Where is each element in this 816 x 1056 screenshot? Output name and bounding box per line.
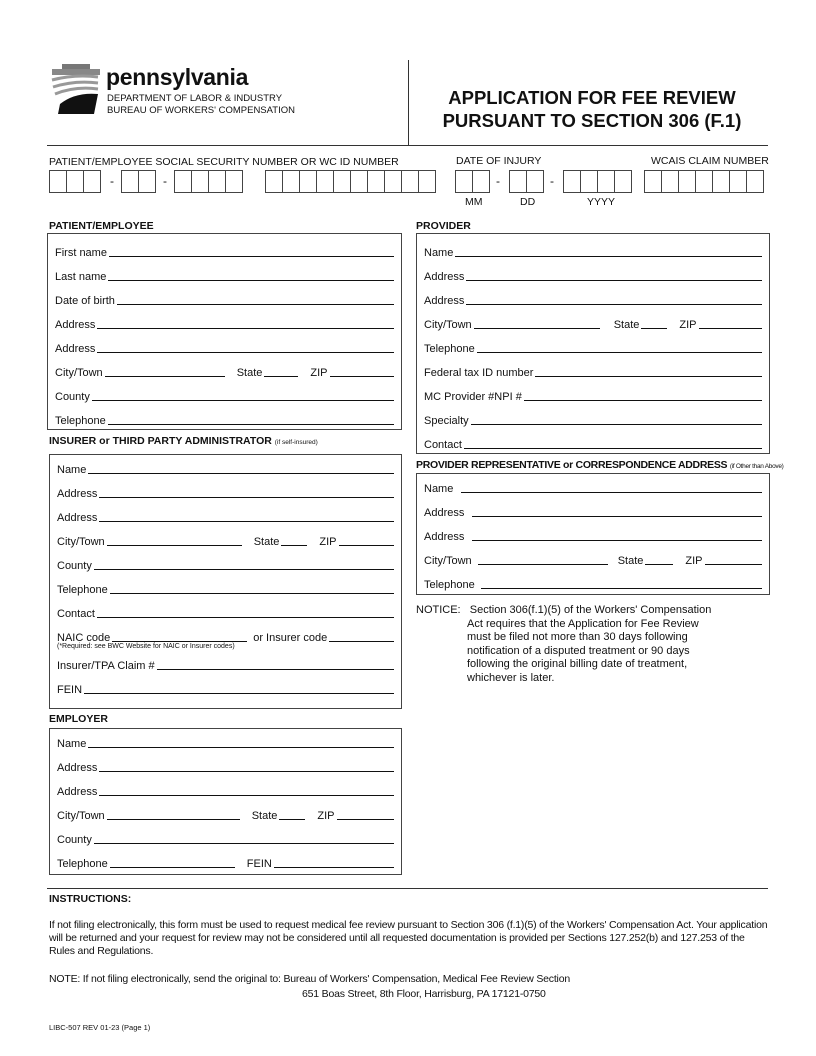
digit-box[interactable] xyxy=(138,170,156,193)
digit-box[interactable] xyxy=(66,170,84,193)
patient-heading: PATIENT/EMPLOYEE xyxy=(49,220,154,232)
last-name-label: Last name xyxy=(55,271,107,283)
digit-box[interactable] xyxy=(729,170,747,193)
digit-box[interactable] xyxy=(644,170,662,193)
digit-box[interactable] xyxy=(350,170,368,193)
pa-keystone-logo-icon xyxy=(50,64,102,119)
rep-telephone-field[interactable] xyxy=(481,579,762,589)
wcais-claim-input[interactable] xyxy=(645,170,764,193)
provider-telephone-field[interactable] xyxy=(477,343,762,353)
state-label: State xyxy=(613,319,640,331)
employer-telephone-field[interactable] xyxy=(110,858,235,868)
digit-box[interactable] xyxy=(661,170,679,193)
first-name-label: First name xyxy=(55,247,107,259)
city-field[interactable] xyxy=(105,367,225,377)
fein-label: FEIN xyxy=(57,684,83,696)
wcais-label: WCAIS CLAIM NUMBER xyxy=(651,155,769,167)
claim-label: Insurer/TPA Claim # xyxy=(57,660,155,672)
notice-line: following the original billing date of treatment, xyxy=(467,658,688,670)
form-number: LIBC-507 REV 01-23 (Page 1) xyxy=(49,1023,151,1032)
provider-address-field[interactable] xyxy=(466,271,762,281)
provider-tax-id-field[interactable] xyxy=(535,367,762,377)
address-label: Address xyxy=(424,531,465,543)
insurer-address-field[interactable] xyxy=(99,488,394,498)
naic-note: (*Required: see BWC Website for NAIC or Insurer codes) xyxy=(57,643,235,650)
insurer-state-field[interactable] xyxy=(281,536,307,546)
specialty-label: Specialty xyxy=(424,415,469,427)
ssn-label: PATIENT/EMPLOYEE SOCIAL SECURITY NUMBER OR WC ID NUMBER xyxy=(49,156,399,168)
injury-year-input[interactable] xyxy=(564,170,632,193)
city-label: City/Town xyxy=(424,319,472,331)
digit-box[interactable] xyxy=(509,170,527,193)
insurer-zip-field[interactable] xyxy=(339,536,395,546)
wc-id-input[interactable] xyxy=(266,170,436,193)
digit-box[interactable] xyxy=(174,170,192,193)
provider-state-field[interactable] xyxy=(641,319,667,329)
title-line-1: APPLICATION FOR FEE REVIEW xyxy=(448,87,736,108)
state-label: State xyxy=(251,810,278,822)
logo-department: DEPARTMENT OF LABOR & INDUSTRY xyxy=(107,93,283,104)
city-label: City/Town xyxy=(424,555,472,567)
employer-fein-field[interactable] xyxy=(274,858,394,868)
injury-day-input[interactable] xyxy=(510,170,544,193)
insurer-heading xyxy=(49,435,318,447)
digit-box[interactable] xyxy=(282,170,300,193)
county-field[interactable] xyxy=(92,391,394,401)
digit-box[interactable] xyxy=(333,170,351,193)
rep-heading-note: (if Other than Above) xyxy=(729,463,784,470)
employer-address-field[interactable] xyxy=(99,762,394,772)
date-of-injury-label: DATE OF INJURY xyxy=(456,155,542,167)
state-label: State xyxy=(236,367,263,379)
state-field[interactable] xyxy=(264,367,298,377)
insurer-address-2-field[interactable] xyxy=(99,512,394,522)
telephone-label: Telephone xyxy=(57,584,108,596)
insurer-code-field[interactable] xyxy=(329,632,394,642)
zip-label: ZIP xyxy=(685,555,703,567)
address-label: Address xyxy=(424,271,465,283)
provider-npi-field[interactable] xyxy=(524,391,762,401)
digit-box[interactable] xyxy=(299,170,317,193)
instructions-heading: INSTRUCTIONS: xyxy=(49,893,132,905)
naic-label: NAIC code xyxy=(57,632,111,644)
insurer-section xyxy=(49,454,402,709)
address-label: Address xyxy=(57,512,98,524)
digit-box[interactable] xyxy=(563,170,581,193)
provider-address-2-field[interactable] xyxy=(466,295,762,305)
rep-city-field[interactable] xyxy=(478,555,608,565)
first-name-field[interactable] xyxy=(109,247,394,257)
digit-box[interactable] xyxy=(455,170,473,193)
zip-label: ZIP xyxy=(679,319,697,331)
insurer-heading-note: (if self-insured) xyxy=(274,439,318,446)
employer-section xyxy=(49,728,402,875)
fein-label: FEIN xyxy=(246,858,272,870)
city-label: City/Town xyxy=(57,536,105,548)
instructions-text: If not filing electronically, this form must be used to request medical fee review pursuant to Section 306 (f.1)(5) of the Workers' Compensation Act. Your application will be returned and your request for review may not be considered until all requested documentation is provided per Sections 127.252(b) and 127.253 of the Rules and Regulations. xyxy=(49,919,768,957)
name-label: Name xyxy=(424,247,454,259)
rep-heading-text: PROVIDER REPRESENTATIVE or CORRESPONDENCE ADDRESS xyxy=(416,459,728,471)
digit-box[interactable] xyxy=(712,170,730,193)
city-label: City/Town xyxy=(55,367,103,379)
digit-box[interactable] xyxy=(472,170,490,193)
dash: - xyxy=(110,174,114,188)
digit-box[interactable] xyxy=(526,170,544,193)
provider-city-field[interactable] xyxy=(474,319,600,329)
rep-heading xyxy=(416,459,784,471)
digit-box[interactable] xyxy=(316,170,334,193)
digit-box[interactable] xyxy=(384,170,402,193)
address-label: Address xyxy=(57,488,98,500)
provider-name-field[interactable] xyxy=(455,247,762,257)
digit-box[interactable] xyxy=(191,170,209,193)
dash: - xyxy=(550,174,554,188)
address-2-field[interactable] xyxy=(97,343,394,353)
employer-name-field[interactable] xyxy=(88,738,394,748)
telephone-label: Telephone xyxy=(55,415,106,427)
digit-box[interactable] xyxy=(746,170,764,193)
employer-heading: EMPLOYER xyxy=(49,713,108,725)
digit-box[interactable] xyxy=(695,170,713,193)
dash: - xyxy=(496,174,500,188)
ssn-part1-input[interactable] xyxy=(50,170,101,193)
address-label: Address xyxy=(57,786,98,798)
logo-bureau: BUREAU OF WORKERS' COMPENSATION xyxy=(107,105,295,116)
provider-section xyxy=(416,233,770,454)
digit-box[interactable] xyxy=(367,170,385,193)
last-name-field[interactable] xyxy=(108,271,394,281)
digit-box[interactable] xyxy=(225,170,243,193)
digit-box[interactable] xyxy=(418,170,436,193)
zip-label: ZIP xyxy=(310,367,328,379)
employer-county-field[interactable] xyxy=(94,834,394,844)
digit-box[interactable] xyxy=(597,170,615,193)
digit-box[interactable] xyxy=(121,170,139,193)
notice-line: whichever is later. xyxy=(467,671,555,684)
county-label: County xyxy=(57,834,92,846)
telephone-label: Telephone xyxy=(424,343,475,355)
notice xyxy=(416,604,711,685)
employer-address-2-field[interactable] xyxy=(99,786,394,796)
provider-heading: PROVIDER xyxy=(416,220,471,232)
address-label: Address xyxy=(57,762,98,774)
name-label: Name xyxy=(57,738,87,750)
rep-address-field[interactable] xyxy=(472,507,762,517)
naic-field[interactable] xyxy=(112,632,247,642)
form-title xyxy=(412,86,772,132)
insurer-heading-text: INSURER or THIRD PARTY ADMINISTRATOR xyxy=(49,435,272,447)
address-label: Address xyxy=(424,507,465,519)
header-rule xyxy=(47,145,768,146)
rep-zip-field[interactable] xyxy=(705,555,763,565)
logo-state-name: pennsylvania xyxy=(106,64,249,90)
employer-city-field[interactable] xyxy=(107,810,240,820)
name-label: Name xyxy=(424,483,454,495)
contact-label: Contact xyxy=(57,608,95,620)
insurer-telephone-field[interactable] xyxy=(110,584,394,594)
notice-line: Act requires that the Application for Fee Review xyxy=(467,617,699,630)
rep-address-2-field[interactable] xyxy=(472,531,762,541)
insurer-fein-field[interactable] xyxy=(84,684,394,694)
zip-field[interactable] xyxy=(330,367,395,377)
digit-box[interactable] xyxy=(83,170,101,193)
telephone-label: Telephone xyxy=(57,858,108,870)
dob-field[interactable] xyxy=(117,295,394,305)
address-label: Address xyxy=(55,319,96,331)
digit-box[interactable] xyxy=(265,170,283,193)
digit-box[interactable] xyxy=(401,170,419,193)
dob-label: Date of birth xyxy=(55,295,115,307)
notice-line: notification of a disputed treatment or 90 days xyxy=(467,644,690,657)
tax-id-label: Federal tax ID number xyxy=(424,367,534,379)
notice-line: Section 306(f.1)(5) of the Workers' Compensation xyxy=(469,604,712,616)
notice-label: NOTICE: xyxy=(416,604,461,616)
address-label: Address xyxy=(55,343,96,355)
header-divider xyxy=(408,60,409,146)
mailing-note: NOTE: If not filing electronically, send the original to: Bureau of Workers' Compensation, Medical Fee Review Section xyxy=(49,973,570,985)
mm-label: MM xyxy=(465,196,483,208)
ssn-part3-input[interactable] xyxy=(175,170,243,193)
employer-state-field[interactable] xyxy=(279,810,305,820)
instructions-rule xyxy=(47,888,768,889)
dash: - xyxy=(163,174,167,188)
rep-state-field[interactable] xyxy=(645,555,673,565)
provider-specialty-field[interactable] xyxy=(471,415,762,425)
address-label: Address xyxy=(424,295,465,307)
insurer-name-field[interactable] xyxy=(88,464,394,474)
telephone-label: Telephone xyxy=(424,579,475,591)
yyyy-label: YYYY xyxy=(587,196,616,208)
county-label: County xyxy=(55,391,90,403)
digit-box[interactable] xyxy=(208,170,226,193)
employer-zip-field[interactable] xyxy=(337,810,395,820)
notice-line: must be filed not more than 30 days following xyxy=(467,631,688,643)
injury-month-input[interactable] xyxy=(456,170,490,193)
ssn-part2-input[interactable] xyxy=(122,170,156,193)
mailing-address: 651 Boas Street, 8th Floor, Harrisburg, PA 17121-0750 xyxy=(302,988,546,1000)
insurer-code-label: or Insurer code xyxy=(253,632,328,644)
npi-label: MC Provider #NPI # xyxy=(424,391,522,403)
dd-label: DD xyxy=(520,196,536,208)
state-label: State xyxy=(617,555,644,567)
provider-zip-field[interactable] xyxy=(699,319,763,329)
contact-label: Contact xyxy=(424,439,462,451)
digit-box[interactable] xyxy=(678,170,696,193)
name-label: Name xyxy=(57,464,87,476)
rep-name-field[interactable] xyxy=(461,483,762,493)
digit-box[interactable] xyxy=(580,170,598,193)
insurer-city-field[interactable] xyxy=(107,536,242,546)
zip-label: ZIP xyxy=(317,810,335,822)
digit-box[interactable] xyxy=(49,170,67,193)
address-field[interactable] xyxy=(97,319,394,329)
insurer-claim-field[interactable] xyxy=(157,660,394,670)
patient-section xyxy=(47,233,402,430)
insurer-county-field[interactable] xyxy=(94,560,394,570)
county-label: County xyxy=(57,560,92,572)
title-line-2: PURSUANT TO SECTION 306 (F.1) xyxy=(442,110,742,131)
zip-label: ZIP xyxy=(319,536,337,548)
telephone-field[interactable] xyxy=(108,415,394,425)
insurer-contact-field[interactable] xyxy=(97,608,394,618)
provider-contact-field[interactable] xyxy=(464,439,762,449)
state-label: State xyxy=(253,536,280,548)
digit-box[interactable] xyxy=(614,170,632,193)
city-label: City/Town xyxy=(57,810,105,822)
rep-section xyxy=(416,473,770,595)
